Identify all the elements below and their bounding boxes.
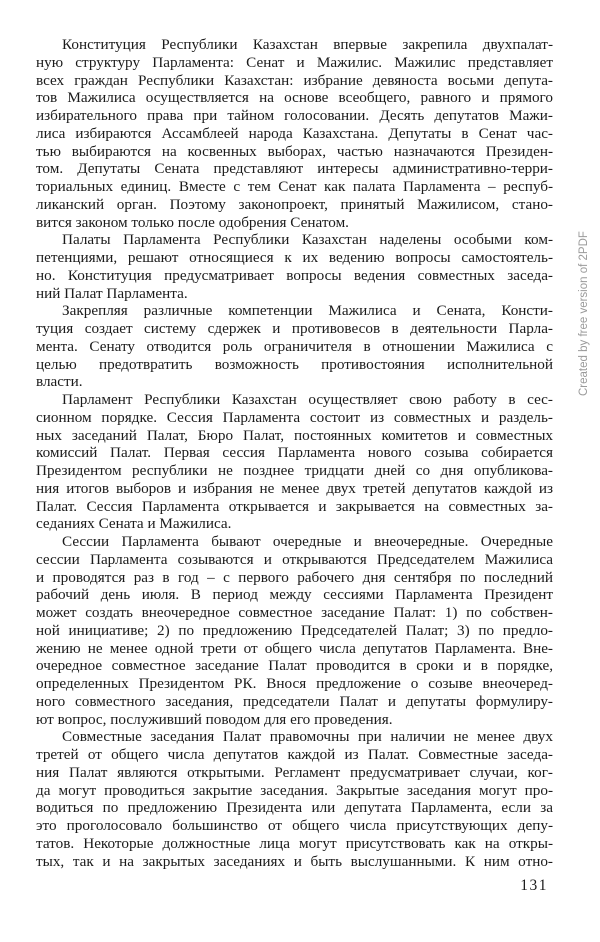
text-line: вится законом только после одобрения Сенатом. xyxy=(36,213,349,231)
text-line: очередное совместное заседание Палат проводится в сроки и в порядке, xyxy=(36,657,553,675)
text-line: всех граждан Республики Казахстан: избрание девяноста восьми депута- xyxy=(36,71,553,89)
text-line: это проголосовало большинство от общего числа присутствующих депу- xyxy=(36,817,553,834)
text-line: ториальных единиц. Вместе с тем Сенат как палата Парламента – респуб- xyxy=(36,178,553,195)
text-line: рабочий день июля. В период между сессиями Парламента Президент xyxy=(36,586,553,604)
text-line: туция создает систему сдержек и противовесов в деятельности Парла- xyxy=(36,320,553,337)
text-line: ния Палат являются открытыми. Регламент предусматривает случаи, ког- xyxy=(36,763,553,781)
text-line: сессии Парламента созываются и открываются Председателем Мажилиса xyxy=(36,550,553,568)
text-line: может создать внеочередное совместное заседание Палат: 1) по собствен- xyxy=(36,604,553,621)
text-line: ют вопрос, послуживший поводом для его проведения. xyxy=(36,710,393,728)
text-line: ной инициативе; 2) по предложению Председателей Палат; 3) по предло- xyxy=(36,621,553,639)
text-line: власти. xyxy=(36,373,83,391)
text-line: жению не менее одной трети от общего числа депутатов Парламента. Вне- xyxy=(36,639,553,657)
text-line: ния итогов выборов и избрания не менее двух третей депутатов каждой из xyxy=(36,479,553,497)
text-line: ликанский орган. Поэтому законопроект, принятый Мажилисом, стано- xyxy=(36,195,553,213)
text-line: водиться по предложению Президента или депутата Парламента, если за xyxy=(36,799,553,817)
text-line: том. Депутаты Сената представляют интересы административно-терри- xyxy=(36,160,553,178)
text-line: целью предотвратить возможность противостояния исполнительной xyxy=(36,355,553,373)
text-line: третей от общего числа депутатов каждой из Палат. Совместные заседа- xyxy=(36,746,553,763)
text-line: ную структуру Парламента: Сенат и Мажилис. Мажилис представляет xyxy=(36,53,553,71)
text-line: Президентом республики не позднее тридцати дней со дня опубликова- xyxy=(36,462,553,479)
text-line: но. Конституция предусматривает вопросы ведения совместных заседа- xyxy=(36,266,553,284)
text-line: комиссий Палат. Первая сессия Парламента нового созыва собирается xyxy=(36,444,553,462)
text-line: татов. Некоторые должностные лица могут присутствовать как на откры- xyxy=(36,834,553,852)
text-line: определенных Президентом РК. Внося предложение о созыве внеочеред- xyxy=(36,675,553,692)
text-line: тых, так и на закрытых заседаниях и быть выслушанными. К ним отно- xyxy=(36,852,553,870)
text-line: седаниях Сената и Мажилиса. xyxy=(36,515,232,533)
text-line: и проводятся раз в год – с первого рабочего дня сентября по последний xyxy=(36,568,553,586)
text-line: Сессии Парламента бывают очередные и внеочередные. Очередные xyxy=(62,533,553,550)
text-line: Палаты Парламента Республики Казахстан наделены особыми ком- xyxy=(62,231,553,249)
text-line: да могут проводиться закрытие заседания. Закрытые заседания могут про- xyxy=(36,781,553,799)
text-line: сионном порядке. Сессия Парламента состоит из совместных и раздель- xyxy=(36,408,553,426)
text-line: Закрепляя различные компетенции Мажилиса и Сената, Консти- xyxy=(62,302,553,320)
text-line: Палат. Сессия Парламента открывается и закрывается на совместных за- xyxy=(36,497,553,515)
text-line: Конституция Республики Казахстан впервые закрепила двухпалат- xyxy=(62,36,553,53)
text-line: тов Мажилиса осуществляется на основе всеобщего, равного и прямого xyxy=(36,89,553,107)
text-line: ного совместного заседания, председатели Палат и депутаты формулиру- xyxy=(36,692,553,710)
page-number: 131 xyxy=(520,877,548,894)
body-text xyxy=(36,36,553,870)
text-line: ных заседаний Палат, Бюро Палат, постоянных комитетов и совместных xyxy=(36,426,553,444)
text-line: тью выбираются на косвенных выборах, частью назначаются Президен- xyxy=(36,142,553,160)
text-line: петенциями, решают относящиеся к их ведению вопросы самостоятель- xyxy=(36,249,553,266)
text-line: лиса избираются Ассамблеей народа Казахстана. Депутаты в Сенат час- xyxy=(36,124,553,142)
watermark-text: Created by free version of 2PDF xyxy=(578,231,590,396)
text-line: ний Палат Парламента. xyxy=(36,284,188,302)
text-line: мента. Сенату отводится роль ограничителя в отношении Мажилиса с xyxy=(36,337,553,355)
text-line: Парламент Республики Казахстан осуществляет свою работу в сес- xyxy=(62,391,553,408)
text-line: избирательного права при тайном голосовании. Десять депутатов Мажи- xyxy=(36,107,553,124)
text-line: Совместные заседания Палат правомочны при наличии не менее двух xyxy=(62,728,553,746)
